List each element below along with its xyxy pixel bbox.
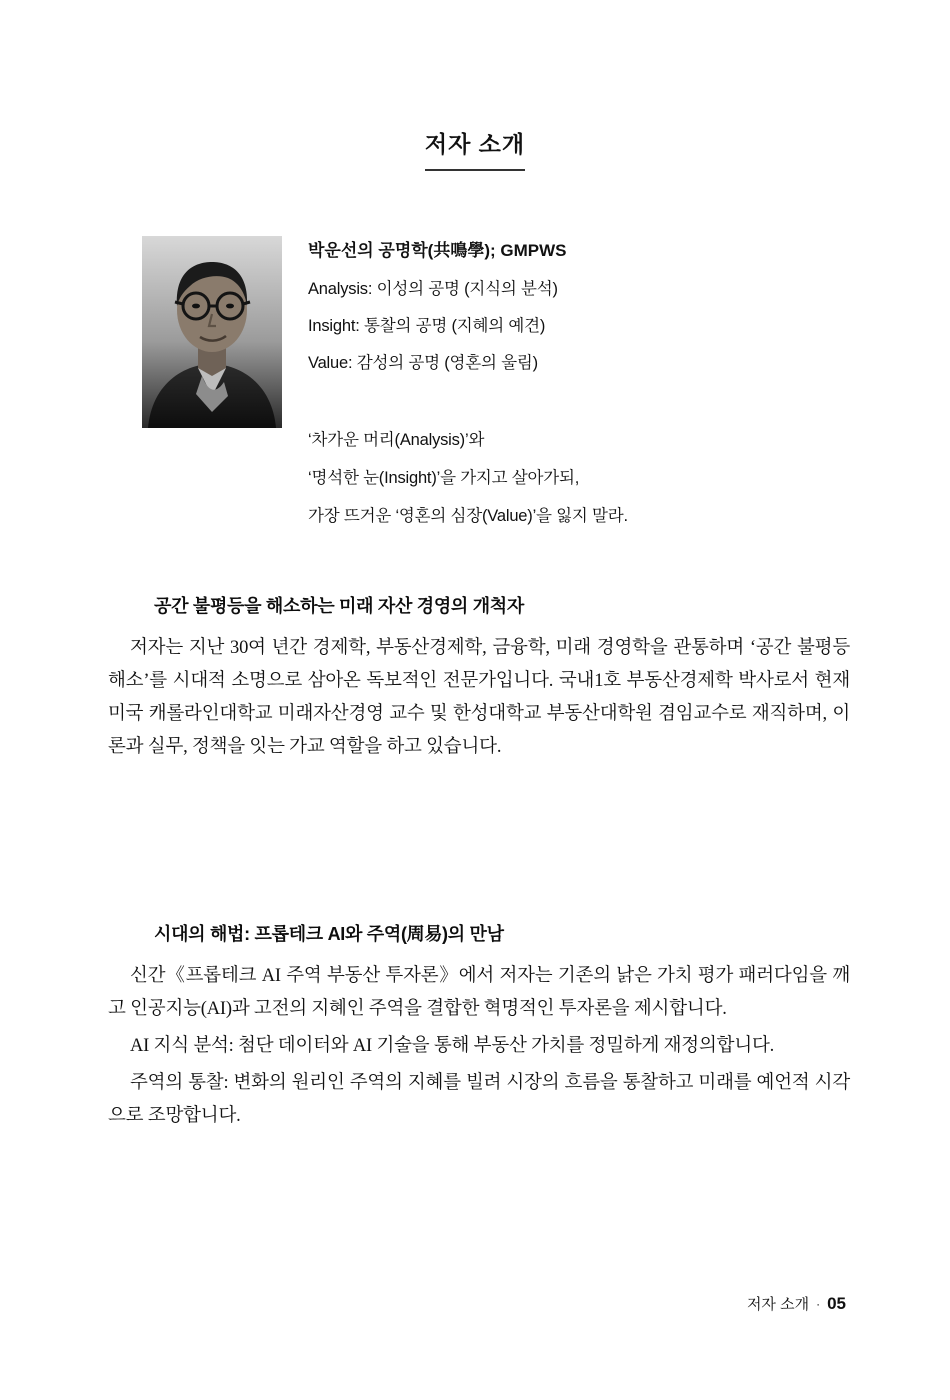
footer-separator: ·	[816, 1296, 821, 1311]
profile-text-block	[308, 236, 838, 386]
profile-line-analysis: Analysis: 이성의 공명 (지식의 분석)	[308, 280, 558, 298]
section-1-paragraph-1: 저자는 지난 30여 년간 경제학, 부동산경제학, 금융학, 미래 경영학을 관통하며 ‘공간 불평등 해소’를 시대적 소명으로 삼아온 독보적인 전문가입니다. 국내1호 부동산경제학 박사로서 현재 미국 캐롤라인대학교 미래자산경영 교수 및 한성대학교 부동산대학원 겸임교수로 재직하며, 이론과 실무, 정책을 잇는 가교 역할을 하고 있습니다.	[108, 638, 850, 757]
section-2-paragraph-3: 주역의 통찰: 변화의 원리인 주역의 지혜를 빌려 시장의 흐름을 통찰하고 미래를 예언적 시각으로 조망합니다.	[108, 1072, 850, 1126]
section-2-paragraph-1: 신간《프롭테크 AI 주역 부동산 투자론》에서 저자는 기존의 낡은 가치 평가 패러다임을 깨고 인공지능(AI)과 고전의 지혜인 주역을 결합한 혁명적인 투자론을 제시합니다.	[108, 966, 850, 1019]
profile-quote-line-2: ‘명석한 눈(Insight)’을 가지고 살아가되,	[308, 469, 580, 487]
page-title: 저자 소개	[425, 126, 525, 171]
author-portrait	[142, 236, 282, 428]
page-title-container	[0, 126, 950, 171]
profile-quote-line-1: ‘차가운 머리(Analysis)’와	[308, 431, 485, 449]
profile-quote-block	[308, 426, 868, 540]
profile-heading: 박운선의 공명학(共鳴學); GMPWS	[308, 241, 567, 260]
profile-line-insight: Insight: 통찰의 공명 (지혜의 예견)	[308, 317, 546, 335]
profile-line-value: Value: 감성의 공명 (영혼의 울림)	[308, 354, 538, 372]
footer-page-number: 05	[827, 1293, 846, 1313]
section-2-heading: 시대의 해법: 프롭테크 AI와 주역(周易)의 만남	[154, 924, 504, 944]
profile-quote-line-3: 가장 뜨거운 ‘영혼의 심장(Value)’을 잃지 말라.	[308, 507, 628, 525]
section-2-paragraph-2: AI 지식 분석: 첨단 데이터와 AI 기술을 통해 부동산 가치를 정밀하게 재정의합니다.	[130, 1035, 775, 1056]
section-1-heading: 공간 불평등을 해소하는 미래 자산 경영의 개척자	[154, 596, 524, 616]
page-footer	[747, 1293, 846, 1314]
footer-label: 저자 소개	[746, 1296, 810, 1313]
section-proptech	[108, 920, 850, 1137]
portrait-image	[142, 236, 282, 428]
section-pioneer	[108, 592, 850, 768]
